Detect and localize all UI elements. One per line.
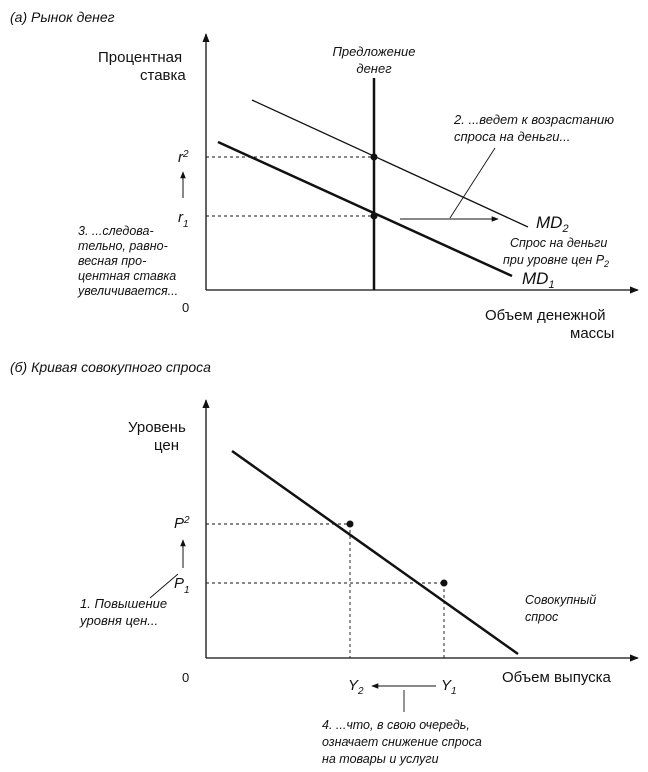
panel-a-x-axis-label-line1: Объем денежной [485,307,606,324]
note2-line2: спроса на деньги... [454,129,571,144]
note3-line5: увеличивается... [78,284,179,298]
panel-a-x-axis-label-line2: массы [570,325,615,342]
note2-line1: 2. ...ведет к возрастанию [454,112,614,127]
note1-line1: 1. Повышение [80,596,168,611]
panel-b-aggregate-demand [10,359,638,766]
panel-b-origin: 0 [182,670,190,685]
md2-caption-line1: Спрос на деньги [510,236,608,250]
money-supply-label-line2: денег [356,61,392,76]
md1-curve [218,142,512,276]
note4-line1: 4. ...что, в свою очередь, [322,718,470,732]
money-supply-label-line1: Предложение [332,44,416,59]
y2-label: $Y_2$ [348,677,364,697]
r1-label: $r_1$ [178,209,189,230]
note3-line1: 3. ...следова- [78,224,154,238]
md1-label: $MD_1$ [522,269,555,291]
r2-label: $r^2$ [178,149,189,166]
note1-line2: уровня цен... [80,613,159,628]
ad-label-line2: спрос [525,610,559,624]
note4-line3: на товары и услуги [322,752,439,766]
md2-label: $MD_2$ [536,213,569,235]
panel-a-origin: 0 [182,300,190,315]
ad-point-p2 [347,521,354,528]
aggregate-demand-curve [232,451,518,654]
panel-a-y-axis-label-line2: ставка [140,67,186,84]
panel-a-money-market [10,9,638,342]
note3-line2: тельно, равно- [78,239,168,253]
ad-label-line1: Совокупный [525,593,597,607]
ad-point-p1 [441,580,448,587]
panel-a-y-axis-label-line1: Процентная [98,49,183,66]
p2-label: $P^2$ [174,515,190,532]
note3-line3: весная про- [78,254,147,268]
panel-b-x-axis-label: Объем выпуска [502,669,611,686]
note2-pointer [450,148,495,218]
p1-label: $P_1$ [174,575,190,596]
y1-label: $Y_1$ [441,677,457,697]
equilibrium-point-r1 [371,213,378,220]
md2-caption-line2: при уровне цен $P_2$ [503,253,610,269]
note4-line2: означает снижение спроса [322,735,482,749]
panel-b-y-axis-label-line1: Уровень [128,419,186,436]
equilibrium-point-r2 [371,154,378,161]
note3-line4: центная ставка [78,269,177,283]
panel-b-title: (б) Кривая совокупного спроса [10,359,211,375]
panel-a-title: (а) Рынок денег [10,9,115,25]
panel-b-y-axis-label-line2: цен [154,437,180,454]
